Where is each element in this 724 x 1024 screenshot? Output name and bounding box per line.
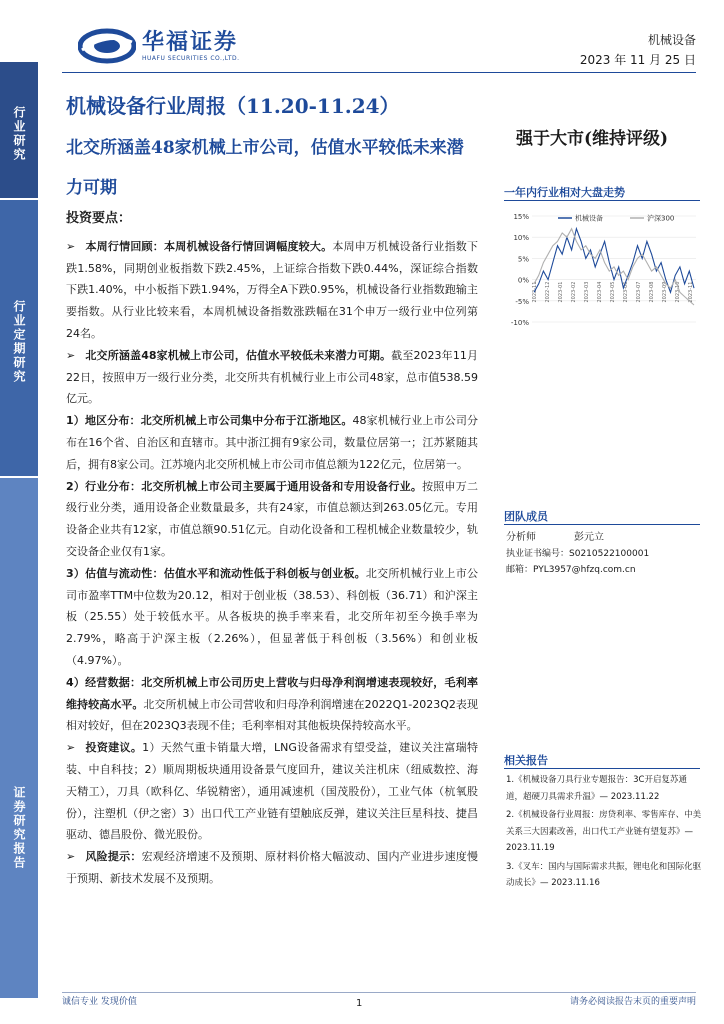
left-sidebar: [0, 0, 38, 1024]
x-tick-label: 2023-11: [688, 281, 694, 303]
x-tick-label: 2023-03: [584, 281, 590, 303]
email-row: [506, 562, 702, 578]
y-tick-label: 0%: [517, 276, 529, 285]
legend-label: 机械设备: [575, 214, 603, 223]
paragraph-market-review: ➢ 本周行情回顾：本周机械设备行情回调幅度较大。本周申万机械设备行业指数下跌1.58%，同期创业板指数下跌2.45%，上证综合指数下跌0.44%，深证综合指数下跌1.40%，中小板指下跌1.94%，万得全A下跌0.95%，机械设备行业指数跑输主要指数。从行业比较来看，本周机械设备指数涨跌幅在31个申万一级行业中位列第24名。: [66, 239, 479, 340]
header-meta: [580, 30, 696, 70]
y-tick-label: -10%: [510, 319, 529, 327]
paragraph-valuation: 3）估值与流动性：估值水平和流动性低于科创板与创业板。北交所机械行业上市公司市盈率TTM中位数为20.12，相对于创业板（38.53）、科创板（36.71）和沪深主板（25.55）处于较低水平。从各板块的换手率来看，北交所年初至今换手率为2.79%，略高于沪深主板（2.26%），但显著低于科创板（3.56%）和创业板（4.97%）。: [66, 566, 479, 667]
report-body: [66, 208, 478, 890]
paragraph-industry: 2）行业分布：北交所机械上市公司主要属于通用设备和专用设备行业。按照申万二级行业分类，通用设备企业数量最多，共有24家，市值总额达到263.05亿元。专用设备企业共有12家，市值总额90.51亿元。自动化设备和工程机械企业数量较少，轨交设备企业仅有1家。: [66, 479, 479, 558]
related-report-item[interactable]: 3.《叉车：国内与国际需求共振，锂电化和国际化驱动成长》— 2023.11.16: [506, 861, 702, 888]
x-tick-label: 2023-08: [649, 281, 655, 303]
y-tick-label: 5%: [517, 255, 529, 264]
paragraph-operations: 4）经营数据：北交所机械上市公司历史上营收与归母净利润增速表现较好，毛利率维持较高水平。北交所机械上市公司营收和归母净利润增速在2022Q1-2023Q2表现相对较好，但在2023Q3表现不佳；毛利率相对其他板块保持较高水平。: [66, 675, 478, 733]
cert-number: S0210522100001: [569, 549, 650, 559]
sidebar-industry-research: 行业研究: [0, 62, 38, 198]
header-divider: [62, 72, 696, 73]
related-reports-heading: 相关报告: [504, 754, 548, 767]
x-tick-label: 2023-07: [636, 281, 642, 303]
paragraph-bse-overview: ➢ 北交所涵盖48家机械上市公司，估值水平较低未来潜力可期。截至2023年11月22日，按照申万一级行业分类，北交所共有机械行业上市公司48家，总市值538.59亿元。: [66, 348, 478, 406]
analyst-row: [506, 530, 702, 546]
key-points-label: 投资要点：: [66, 211, 132, 226]
arrow-bullet-icon: ➢: [66, 850, 76, 864]
header-date: 2023 年 11 月 25 日: [579, 53, 696, 67]
email-address[interactable]: PYL3957@hfzq.com.cn: [533, 565, 636, 575]
arrow-bullet-icon: ➢: [66, 741, 76, 755]
report-subtitle: 北交所涵盖48家机械上市公司，估值水平较低未来潜力可期: [66, 138, 464, 198]
x-tick-label: 2023-04: [597, 281, 603, 303]
relative-performance-chart: [506, 206, 702, 330]
x-tick-label: 2023-06: [623, 281, 629, 303]
cert-row: [506, 546, 702, 562]
team-members: [506, 530, 702, 578]
page-number: 1: [356, 998, 363, 1009]
x-tick-label: 2023-05: [610, 281, 616, 303]
y-tick-label: -5%: [515, 297, 529, 306]
sidebar-periodic-research: 行业定期研究: [0, 200, 38, 476]
analyst-name: 彭元立: [574, 532, 604, 543]
legend-label: 沪深300: [647, 214, 675, 223]
rating-label: 强于大市(维持评级): [516, 129, 669, 149]
related-reports-list: [506, 772, 702, 894]
x-tick-label: 2022-11: [532, 281, 538, 303]
x-tick-label: 2022-12: [545, 281, 551, 303]
arrow-bullet-icon: ➢: [66, 348, 76, 362]
related-report-item[interactable]: 1.《机械设备刀具行业专题报告：3C开启复苏通道，超硬刀具需求升温》— 2023.11.22: [506, 775, 687, 802]
x-tick-label: 2023-01: [558, 281, 564, 303]
email-label: 邮箱：: [506, 565, 534, 575]
chart-heading: 一年内行业相对大盘走势: [504, 186, 625, 199]
related-reports-rule: [504, 768, 700, 769]
paragraph-region: 1）地区分布：北交所机械上市公司集中分布于江浙地区。48家机械行业上市公司分布在16个省、自治区和直辖市。其中浙江拥有9家公司，数量位居第一；江苏紧随其后，拥有8家公司。江苏境内北交所机械上市公司市值总额为122亿元，位居第一。: [66, 414, 478, 471]
y-tick-label: 10%: [513, 234, 529, 243]
logo-emblem-icon: [78, 28, 136, 64]
sidebar-securities-report: 证券研究报告: [0, 478, 38, 998]
paragraph-risk: ➢ 风险提示：宏观经济增速不及预期、原材料价格大幅波动、国内产业进步速度慢于预期、新技术发展不及预期。: [66, 850, 479, 885]
paragraph-investment-advice: ➢ 投资建议。1）天然气重卡销量大增，LNG设备需求有望受益，建议关注富瑞特装、中自科技；2）顺周期板块通用设备景气度回升，建议关注机床（纽威数控、海天精工），刀具（欧科亿、华锐精密），通用减速机（国茂股份），工业气体（杭氧股份），注塑机（伊之密）3）出口代工产业链有望触底反弹，建议关注巨星科技、捷昌驱动、德昌股份、微光股份。: [66, 741, 478, 842]
x-tick-label: 2023-02: [571, 281, 577, 303]
footer-disclaimer: 请务必阅读报告末页的重要声明: [569, 997, 696, 1007]
related-report-item[interactable]: 2.《机械设备行业周报：房贷利率、零售库存、中美关系三大因素改善，出口代工产业链有望复苏》— 2023.11.19: [506, 810, 702, 853]
header-industry: 机械设备: [647, 33, 696, 47]
y-tick-label: 15%: [513, 213, 529, 221]
footer-slogan: 诚信专业 发现价值: [62, 997, 137, 1007]
footer-divider: [62, 992, 696, 993]
cert-label: 执业证书编号：: [506, 549, 570, 559]
logo-name-en: HUAFU SECURITIES CO.,LTD.: [142, 54, 240, 62]
logo-name-cn: 华福证券: [142, 29, 239, 55]
team-heading-rule: [504, 524, 700, 525]
arrow-bullet-icon: ➢: [66, 239, 76, 253]
report-title: 机械设备行业周报（11.20-11.24）: [66, 94, 400, 118]
x-tick-label: 2023-10: [675, 281, 681, 303]
company-logo: [78, 28, 240, 64]
x-tick-label: 2023-09: [662, 281, 668, 303]
team-heading: 团队成员: [504, 510, 548, 523]
chart-heading-rule: [504, 200, 700, 201]
analyst-label: 分析师: [506, 532, 536, 543]
